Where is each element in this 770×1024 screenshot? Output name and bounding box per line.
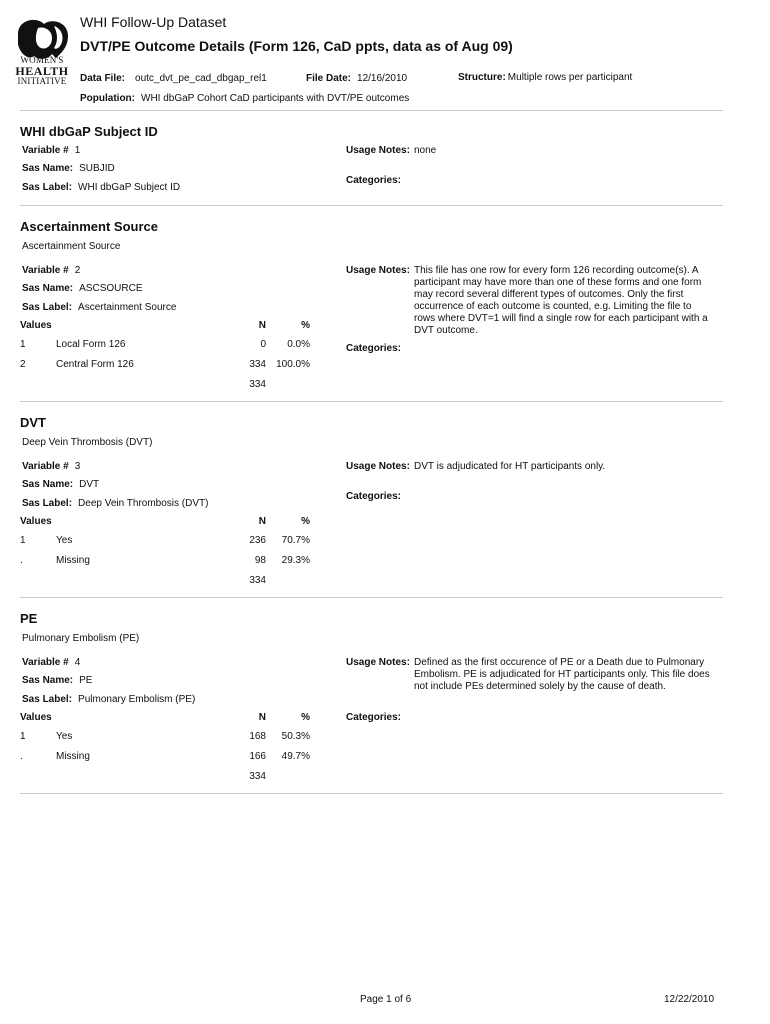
usage-notes: Usage Notes: none [346,145,437,156]
section-divider [20,597,723,598]
values-header-row [20,320,310,336]
section-divider [20,401,723,402]
section-description: Pulmonary Embolism (PE) [22,633,140,644]
dataset-title: WHI Follow-Up Dataset [80,14,227,30]
sas-name: Sas Name: ASCSOURCE [22,283,143,294]
structure: Structure: Multiple rows per participant [458,72,633,83]
table-row: 1 Yes 236 70.7% [20,535,310,546]
usage-notes: Usage Notes: DVT is adjudicated for HT participants only. [346,461,606,472]
table-row: . Missing 166 49.7% [20,751,310,762]
variable-number: Variable # 3 [22,461,81,472]
categories-label: Categories: [346,712,402,723]
sas-name: Sas Name: DVT [22,479,100,490]
total-row [20,768,310,788]
categories-label: Categories: [346,343,402,354]
logo-line-3: INITIATIVE [17,76,67,86]
total-row [20,572,310,592]
header-divider [20,110,723,111]
sas-label: Sas Label: Ascertainment Source [22,302,177,313]
sas-name: Sas Name: SUBJID [22,163,115,174]
usage-notes: Usage Notes: This file has one row for every form 126 recording outcome(s). A participant may have more than one of these forms and one form may record several different types of outcomes. Only the first occurrence of each outcome is counted, e.g. Limiting the file to rows where DVT=1 will find a single row for each participant with a DVT outcome. [346,265,708,336]
logo-line-2: HEALTH [15,64,69,78]
section-title: Ascertainment Source [20,219,158,234]
categories-label: Categories: [346,491,402,502]
sas-name: Sas Name: PE [22,675,93,686]
variable-number: Variable # 4 [22,657,81,668]
sas-label: Sas Label: Pulmonary Embolism (PE) [22,694,196,705]
sas-label: Sas Label: WHI dbGaP Subject ID [22,182,181,193]
table-row: 1 Yes 168 50.3% [20,731,310,742]
values-header: Values [20,320,52,331]
values-header: Values [20,712,52,723]
n-header: N [258,712,266,723]
section-title: DVT [20,415,46,430]
section-divider [20,205,723,206]
sas-label: Sas Label: Deep Vein Thrombosis (DVT) [22,498,209,509]
logo-wordmark [6,56,78,86]
logo-line-1: WOMEN'S [20,55,64,65]
values-header-row [20,712,310,728]
n-header: N [258,320,266,331]
section-divider [20,793,723,794]
values-table [20,516,310,592]
file-date: File Date: 12/16/2010 [306,73,408,84]
data-file: Data File: outc_dvt_pe_cad_dbgap_rel1 [80,73,267,84]
total-n: 334 [249,379,266,390]
total-n: 334 [249,771,266,782]
variable-number: Variable # 1 [22,145,81,156]
population: Population: WHI dbGaP Cohort CaD participants with DVT/PE outcomes [80,93,410,104]
values-header-row [20,516,310,532]
section-description: Deep Vein Thrombosis (DVT) [22,437,153,448]
categories-label: Categories: [346,175,402,186]
pct-header: % [301,320,310,331]
values-table [20,320,310,396]
total-row [20,376,310,396]
pct-header: % [301,712,310,723]
section-title: WHI dbGaP Subject ID [20,124,158,139]
dataset-subtitle: DVT/PE Outcome Details (Form 126, CaD ppts, data as of Aug 09) [80,38,513,54]
section-title: PE [20,611,38,626]
table-row: 2 Central Form 126 334 100.0% [20,359,310,370]
variable-number: Variable # 2 [22,265,81,276]
n-header: N [258,516,266,527]
page-number: Page 1 of 6 [360,994,412,1005]
pct-header: % [301,516,310,527]
section-description: Ascertainment Source [22,241,121,252]
table-row: . Missing 98 29.3% [20,555,310,566]
values-table [20,712,310,788]
values-header: Values [20,516,52,527]
print-date: 12/22/2010 [664,994,715,1005]
total-n: 334 [249,575,266,586]
usage-notes: Usage Notes: Defined as the first occurence of PE or a Death due to Pulmonary Embolism. PE is adjudicated for HT participants only. This file does not include PEs determined solely by the cause of death. [346,657,710,692]
table-row: 1 Local Form 126 0 0.0% [20,339,310,350]
